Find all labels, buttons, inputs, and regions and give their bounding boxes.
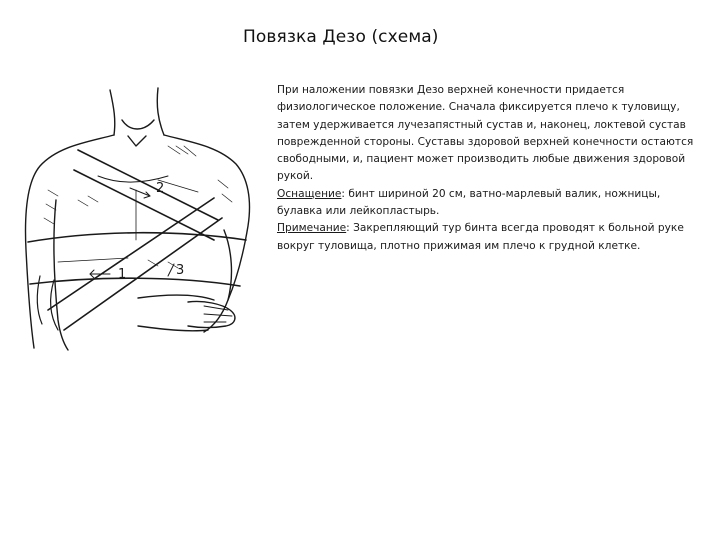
figure-label-2: 2 <box>156 181 165 196</box>
figure-label-3: 3 <box>176 263 185 278</box>
bandage-illustration <box>18 80 268 380</box>
intro-paragraph: При наложении повязки Дезо верхней конечности придается физиологическое положение. Сначала фиксируется плечо к туловищу, затем удерживается лучезапястный сустав и, наконец, локтевой сустав поврежденной стороны. Суставы здоровой верхней конечности остаются свободными, и, пациент может производить любые движения здоровой рукой. <box>277 84 694 183</box>
note-paragraph <box>277 220 702 255</box>
equipment-label: Оснащение <box>277 187 342 200</box>
equipment-text: : бинт шириной 20 см, ватно-марлевый валик, ножницы, булавка или лейкопластырь. <box>277 187 661 218</box>
description-text <box>277 82 702 255</box>
figure-label-1: 1 <box>118 267 127 282</box>
note-text: : Закрепляющий тур бинта всегда проводят к больной руке вокруг туловища, плотно прижимая им плечо к грудной клетке. <box>277 222 684 252</box>
note-label: Примечание <box>277 222 347 235</box>
equipment-paragraph <box>277 186 702 221</box>
slide-title: Повязка Дезо (схема) <box>243 27 439 47</box>
